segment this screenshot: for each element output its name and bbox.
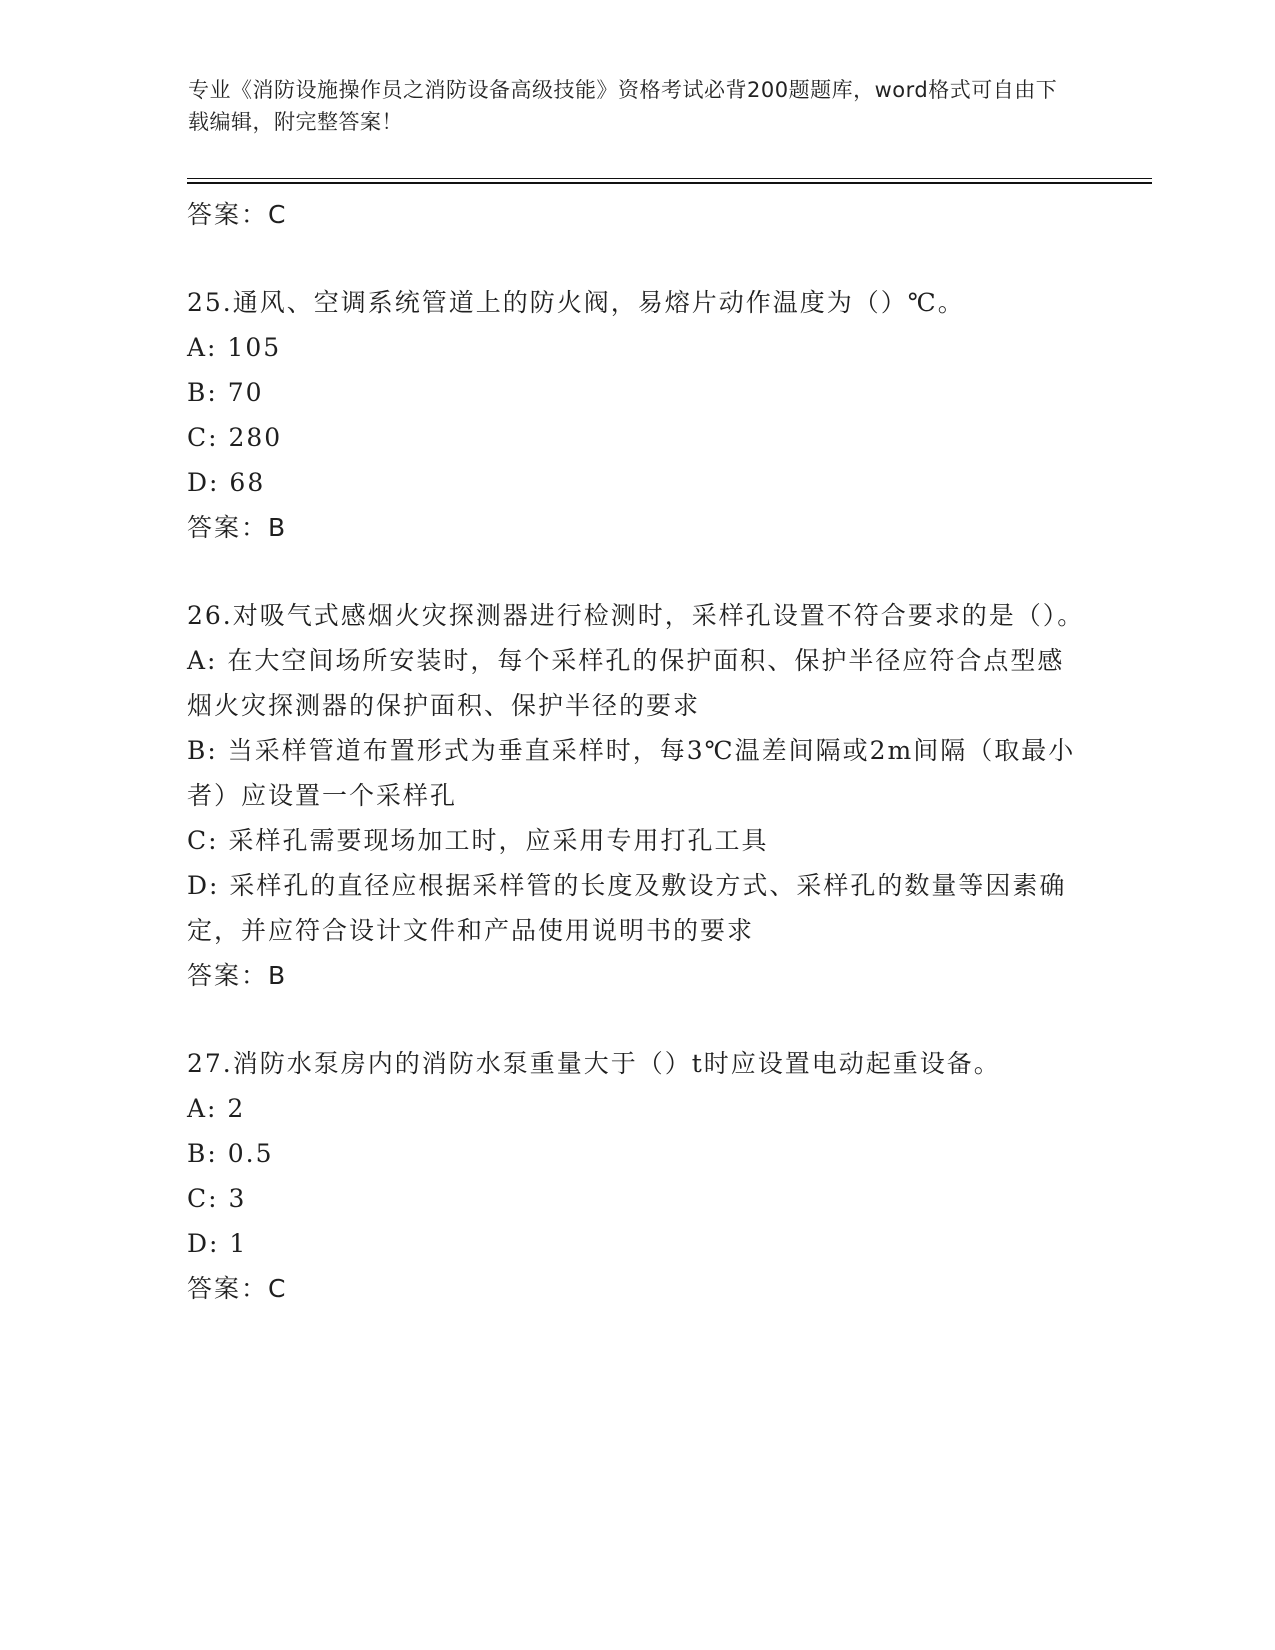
option-c: C: 采样孔需要现场加工时，应采用专用打孔工具	[187, 826, 769, 855]
header-divider	[187, 178, 1152, 179]
option-a: A: 在大空间场所安装时，每个采样孔的保护面积、保护半径应符合点型感烟火灾探测器的保护面积、保护半径的要求	[187, 646, 1065, 720]
answer: 答案：B	[187, 961, 288, 990]
option-c: C: 280	[187, 423, 283, 452]
page-header	[188, 74, 1068, 138]
option-b: B: 0.5	[187, 1139, 274, 1168]
question-text: 27.消防水泵房内的消防水泵重量大于（）t时应设置电动起重设备。	[187, 1049, 1001, 1078]
option-b: B: 当采样管道布置形式为垂直采样时，每3℃温差间隔或2m间隔（取最小者）应设置一个采样孔	[187, 736, 1076, 810]
option-c: C: 3	[187, 1184, 247, 1213]
previous-answer: 答案：C	[187, 200, 288, 229]
option-d: D: 68	[187, 468, 266, 497]
option-b: B: 70	[187, 378, 264, 407]
option-d: D: 1	[187, 1229, 248, 1258]
question-list	[187, 192, 1087, 1354]
header-title: 专业《消防设施操作员之消防设备高级技能》资格考试必背200题题库，word格式可自由下载编辑，附完整答案！	[188, 78, 1058, 134]
answer: 答案：C	[187, 1274, 288, 1303]
question-text: 26.对吸气式感烟火灾探测器进行检测时，采样孔设置不符合要求的是（）。	[187, 601, 1085, 630]
question-text: 25.通风、空调系统管道上的防火阀，易熔片动作温度为（）℃。	[187, 288, 965, 317]
question-25	[187, 280, 1087, 550]
answer: 答案：B	[187, 513, 288, 542]
question-27	[187, 1041, 1087, 1311]
option-d: D: 采样孔的直径应根据采样管的长度及敷设方式、采样孔的数量等因素确定，并应符合设计文件和产品使用说明书的要求	[187, 871, 1067, 945]
header-divider-thick	[187, 182, 1152, 184]
option-a: A: 105	[187, 333, 282, 362]
question-26	[187, 593, 1087, 998]
option-a: A: 2	[187, 1094, 246, 1123]
